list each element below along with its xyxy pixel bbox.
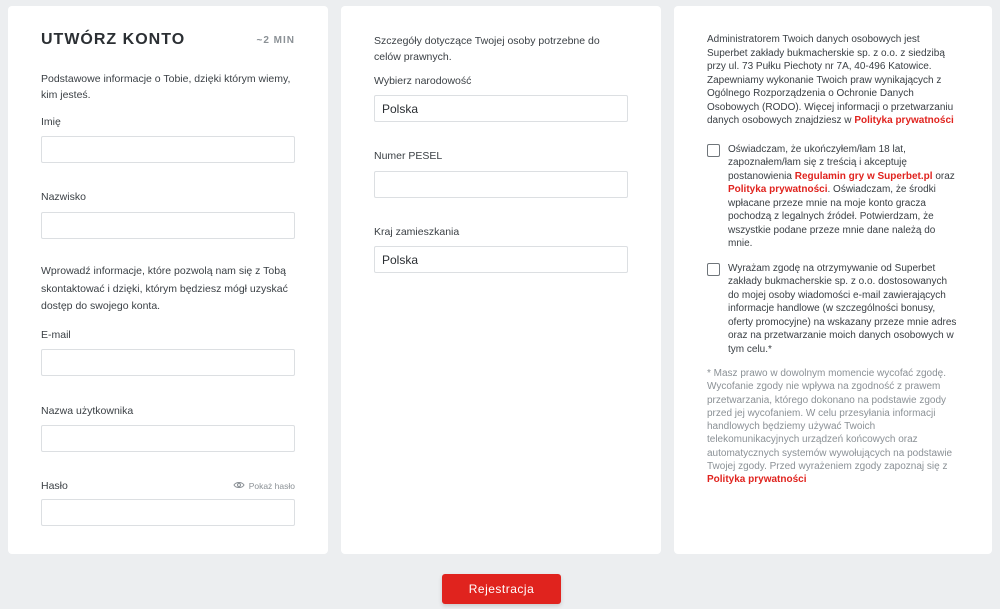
last-name-input[interactable] — [41, 212, 295, 239]
last-name-label: Nazwisko — [41, 191, 86, 203]
username-input[interactable] — [41, 425, 295, 452]
show-password-label: Pokaż hasło — [248, 480, 295, 491]
consent-marketing-text: Wyrażam zgodę na otrzymywanie od Superbet zakłady bukmacherskie sp. z o.o. dostosowanych do mojej osoby wiadomości e-mail zawierających informacje handlowe (w szczególności bonusy, oferty promocyjne) na wskazany przeze mnie adres oraz na przetwarzanie moich danych osobowych w tym celu.* — [728, 262, 957, 355]
consent-note-text: * Masz prawo w dowolnym momencie wycofać zgodę. Wycofanie zgody nie wpływa na zgodność z prawem przetwarzania, którego dokonano na podstawie zgody przed jej wycofaniem. W celu przesyłania informacji handlowych będziemy używać Twoich telekomunikacyjnych urządzeń końcowych oraz automatycznych systemów wywołujących na podstawie Twojej zgody. Przed wyrażeniem zgody zapoznaj się z — [707, 368, 953, 473]
data-admin-text: Administratorem Twoich danych osobowych jest Superbet zakłady bukmacherskie sp. z o.o. z siedzibą przy ul. 73 Pułku Piechoty nr 7A, 40-496 Katowice. Zapewniamy wykonanie Twoich praw wynikających z Ogólnego Rozporządzenia o Ochronie Danych Osobowych (RODO). Więcej informacji o przetwarzaniu danych osobowych znajdziesz w — [707, 34, 954, 126]
consent-marketing-checkbox[interactable] — [707, 263, 720, 276]
pesel-input[interactable] — [374, 171, 628, 198]
basic-info-intro: Podstawowe informacje o Tobie, dzięki którym wiemy, kim jesteś. — [41, 73, 291, 101]
details-intro: Szczegóły dotyczące Twojej osoby potrzebne do celów prawnych. — [374, 35, 600, 63]
consent-privacy-link[interactable]: Polityka prywatności — [728, 184, 828, 195]
basic-info-card — [8, 6, 328, 554]
pesel-label: Numer PESEL — [374, 150, 443, 162]
terms-link[interactable]: Regulamin gry w Superbet.pl — [794, 170, 933, 182]
details-card — [341, 6, 661, 554]
consents-card — [674, 6, 992, 554]
privacy-policy-link[interactable]: Polityka prywatności — [854, 115, 954, 126]
title-row — [41, 30, 295, 50]
consent-terms-part1: Oświadczam, że ukończyłem/łam 18 lat, zapoznałem/łam się z treścią i akceptuję postanowienia — [728, 143, 907, 182]
residence-label: Kraj zamieszkania — [374, 226, 460, 238]
register-button[interactable]: Rejestracja — [442, 574, 561, 604]
consent-marketing-row — [707, 262, 958, 357]
consent-terms-row — [707, 143, 958, 251]
consent-terms-text — [728, 143, 958, 251]
duration-badge: ~2 MIN — [256, 34, 295, 46]
consent-terms-checkbox[interactable] — [707, 144, 720, 157]
username-label: Nazwa użytkownika — [41, 404, 134, 417]
email-label: E-mail — [41, 328, 71, 341]
first-name-input[interactable] — [41, 136, 295, 163]
first-name-label: Imię — [41, 116, 61, 128]
page-title: UTWÓRZ KONTO — [41, 31, 186, 48]
data-admin-info — [707, 33, 958, 128]
password-label: Hasło — [41, 479, 68, 492]
eye-icon — [233, 481, 245, 491]
consent-terms-part2: oraz — [935, 170, 955, 182]
nationality-label: Wybierz narodowość — [374, 75, 472, 87]
residence-select[interactable]: Polska — [374, 246, 628, 273]
consent-terms-part3: . Oświadczam, że środki wpłacane przeze mnie na moje konto gracza pochodzą z legalnych źródeł. Potwierdzam, że wszystkie podane przeze mnie dane należą do mnie. — [728, 184, 936, 249]
password-label-row — [41, 480, 295, 492]
contact-info-intro: Wprowadź informacje, które pozwolą nam się z Tobą skontaktować i dzięki, którym będziesz mógł uzyskać dostęp do swojego konta. — [41, 265, 288, 312]
email-input[interactable] — [41, 349, 295, 376]
show-password-toggle[interactable] — [233, 481, 295, 491]
password-input[interactable] — [41, 499, 295, 526]
consent-note — [707, 367, 958, 487]
nationality-select[interactable]: Polska — [374, 95, 628, 122]
note-privacy-link[interactable]: Polityka prywatności — [707, 474, 807, 486]
